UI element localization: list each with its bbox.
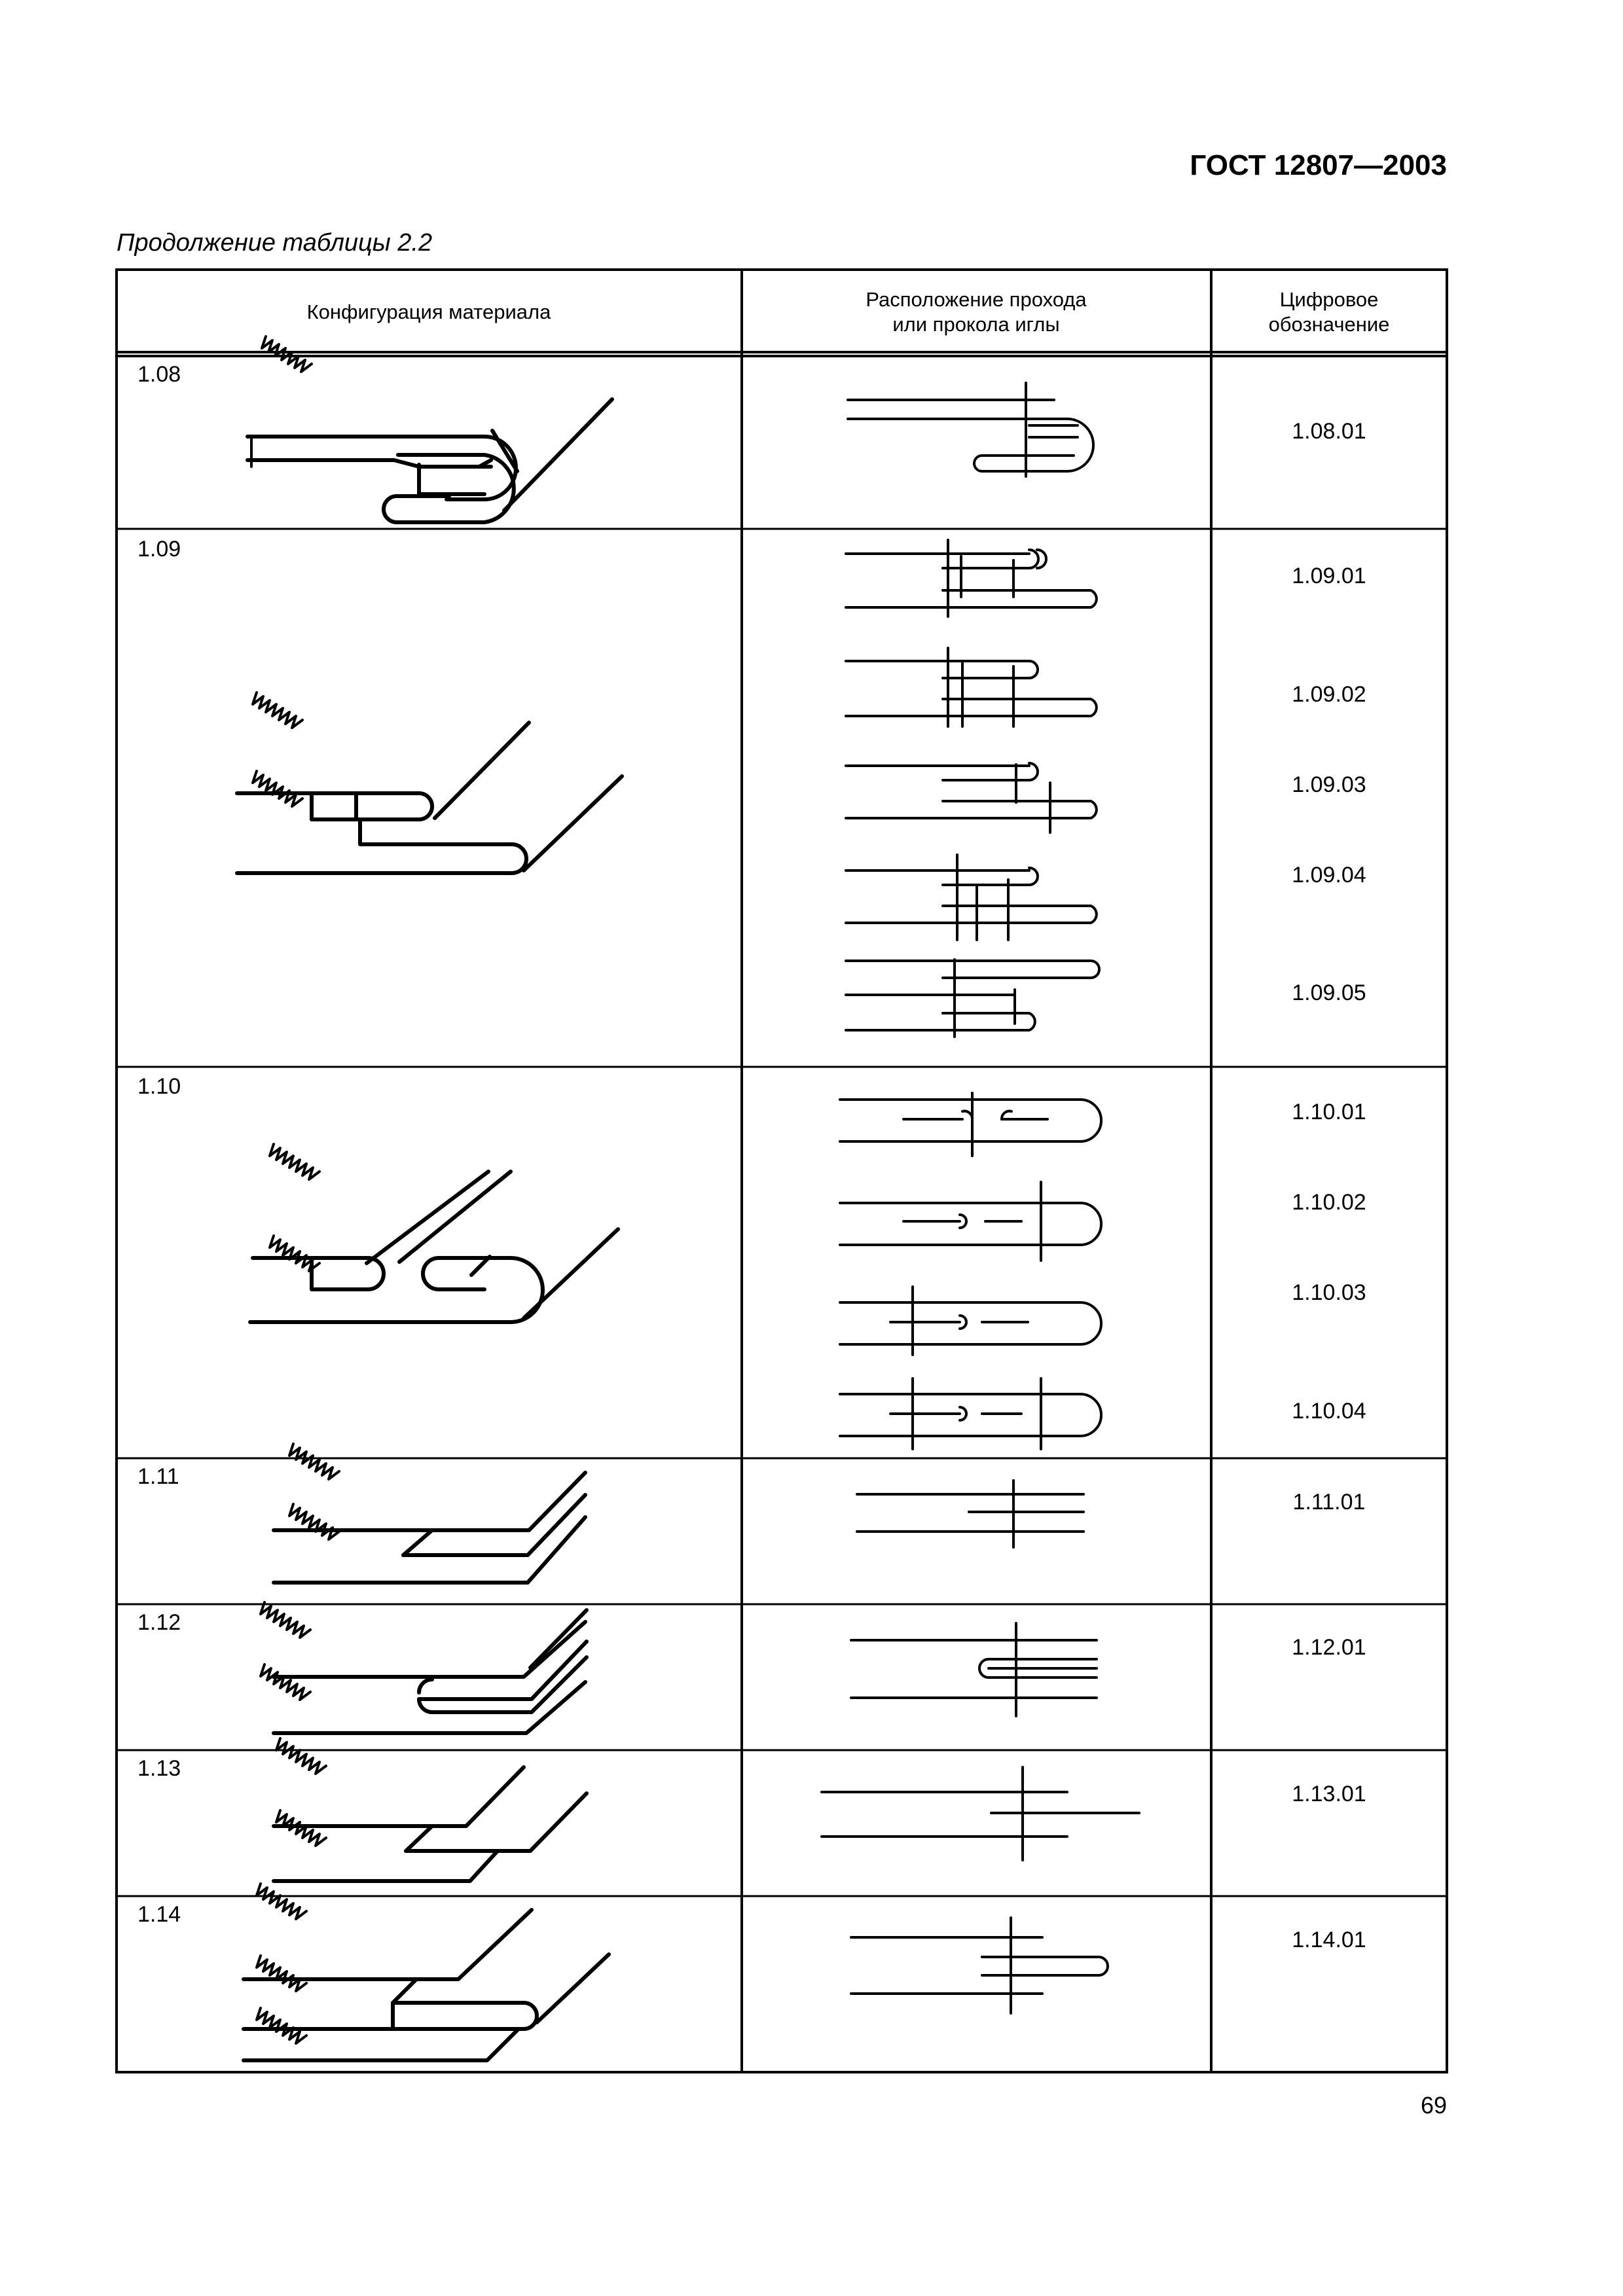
code-1-10-02: 1.10.02: [1292, 1190, 1366, 1215]
needle-diagram-1-10-01: [840, 1093, 1101, 1156]
needle-diagram-1-10-03: [840, 1287, 1101, 1355]
config-diagram-1-13: [274, 1738, 587, 1881]
header-digital-line1: Цифровое: [1279, 288, 1379, 311]
row-label-1-13: 1.13: [137, 1756, 181, 1781]
config-diagram-1-10: [250, 1144, 618, 1322]
code-1-09-02: 1.09.02: [1292, 682, 1366, 707]
config-diagram-1-09: [237, 692, 622, 873]
config-diagram-1-11: [274, 1444, 585, 1583]
needle-diagram-1-09-03: [846, 763, 1097, 833]
row-label-1-10: 1.10: [137, 1074, 181, 1099]
row-label-1-11: 1.11: [137, 1464, 179, 1489]
header-needle-line2: или прокола иглы: [892, 313, 1060, 336]
needle-diagram-1-13-01: [822, 1767, 1139, 1860]
row-label-1-12: 1.12: [137, 1610, 181, 1635]
row-label-1-09: 1.09: [137, 537, 181, 562]
needle-diagram-1-10-02: [840, 1182, 1101, 1261]
header-digital-line2: обозначение: [1268, 313, 1390, 336]
row-label-1-08: 1.08: [137, 362, 181, 387]
needle-diagram-1-11-01: [857, 1480, 1084, 1547]
config-diagram-1-14: [244, 1884, 609, 2060]
page-number: 69: [1420, 2092, 1447, 2119]
needle-diagram-1-08: [848, 383, 1093, 476]
config-diagram-1-08: [247, 336, 612, 522]
header-needle-line1: Расположение прохода: [866, 288, 1087, 311]
table-grid: [117, 270, 1447, 2072]
needle-diagram-1-09-01: [846, 540, 1097, 617]
code-1-09-03: 1.09.03: [1292, 772, 1366, 797]
code-1-09-05: 1.09.05: [1292, 980, 1366, 1005]
code-1-14-01: 1.14.01: [1292, 1928, 1366, 1952]
table-caption: Продолжение таблицы 2.2: [117, 229, 433, 257]
needle-diagram-1-14-01: [851, 1918, 1108, 2013]
needle-diagram-1-09-02: [846, 648, 1097, 726]
code-1-12-01: 1.12.01: [1292, 1635, 1366, 1660]
code-1-09-04: 1.09.04: [1292, 863, 1366, 888]
needle-diagram-1-12-01: [851, 1623, 1097, 1716]
needle-diagram-1-10-04: [840, 1378, 1101, 1449]
code-1-10-01: 1.10.01: [1292, 1100, 1366, 1124]
code-1-08-01: 1.08.01: [1292, 419, 1366, 444]
header-configuration-text: Конфигурация материала: [306, 300, 551, 323]
row-label-1-14: 1.14: [137, 1902, 181, 1927]
code-1-09-01: 1.09.01: [1292, 564, 1366, 588]
document-code: ГОСТ 12807—2003: [1190, 149, 1447, 181]
code-1-10-03: 1.10.03: [1292, 1280, 1366, 1305]
config-diagram-1-12: [261, 1602, 587, 1733]
code-1-13-01: 1.13.01: [1292, 1782, 1366, 1806]
needle-diagram-1-09-04: [846, 855, 1097, 940]
code-1-10-04: 1.10.04: [1292, 1399, 1366, 1424]
needle-diagram-1-09-05: [846, 960, 1099, 1037]
code-1-11-01: 1.11.01: [1292, 1490, 1366, 1515]
